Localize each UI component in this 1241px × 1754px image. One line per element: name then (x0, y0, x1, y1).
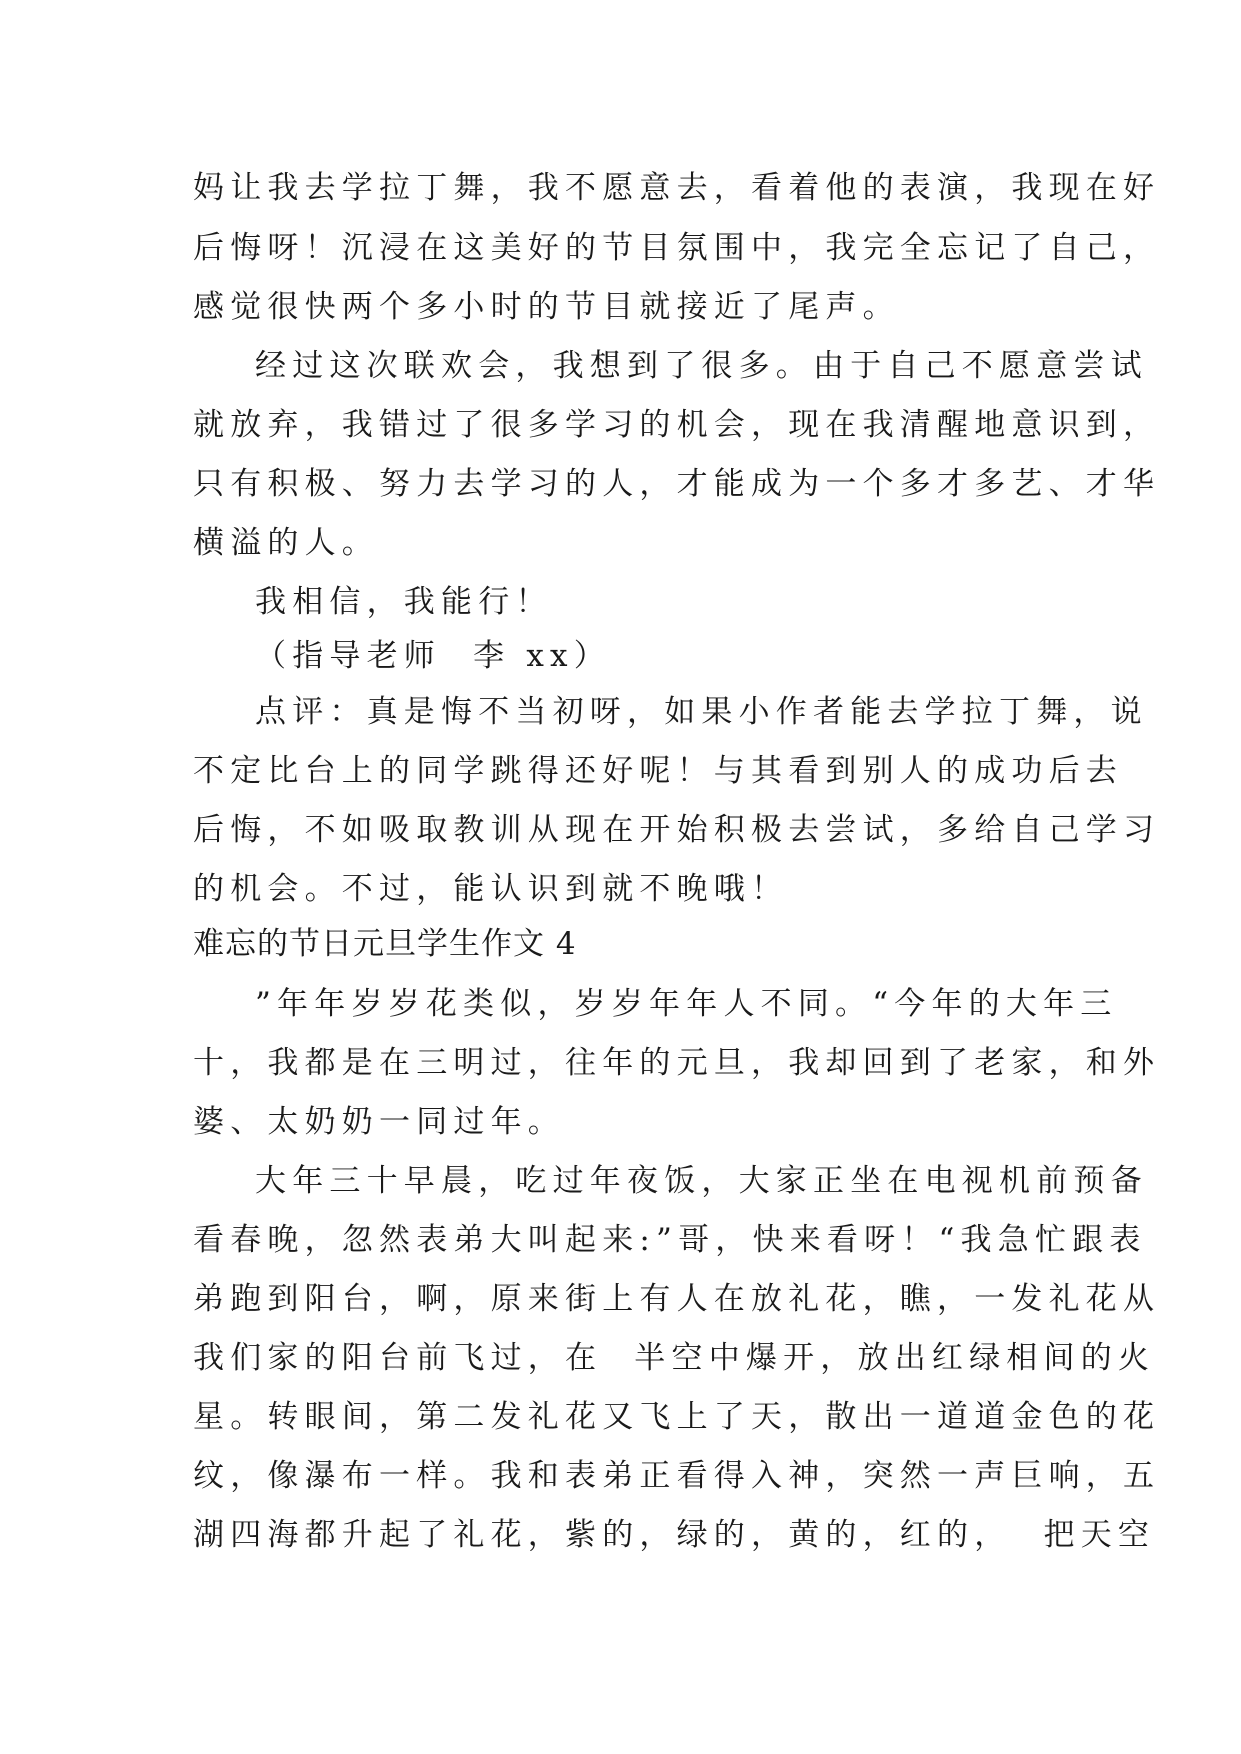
text-line: 后悔，不如吸取教训从现在开始积极去尝试，多给自己学习 (193, 812, 1161, 848)
text-line: 星。转眼间，第二发礼花又飞上了天，散出一道道金色的花 (193, 1399, 1161, 1435)
text-line: 婆、太奶奶一同过年。 (193, 1104, 565, 1140)
text-line: 弟跑到阳台，啊，原来街上有人在放礼花，瞧，一发礼花从 (193, 1281, 1161, 1317)
text-line: 妈让我去学拉丁舞，我不愿意去，看着他的表演，我现在好 (193, 170, 1161, 206)
text-line: 十，我都是在三明过，往年的元旦，我却回到了老家，和外 (193, 1045, 1161, 1081)
text-line: 不定比台上的同学跳得还好呢！与其看到别人的成功后去 (193, 753, 1123, 789)
text-line: 只有积极、努力去学习的人，才能成为一个多才多艺、才华 (193, 466, 1161, 502)
text-line: 感觉很快两个多小时的节目就接近了尾声。 (193, 289, 900, 325)
text-line: 的机会。不过，能认识到就不晚哦！ (193, 871, 789, 907)
text-line: 湖四海都升起了礼花，紫的，绿的，黄的，红的， 把天空 (193, 1517, 1156, 1553)
paragraph-first-line: 经过这次联欢会，我想到了很多。由于自己不愿意尝试 (255, 348, 1148, 384)
text-line: 后悔呀！沉浸在这美好的节目氛围中，我完全忘记了自己， (193, 230, 1161, 266)
paragraph-first-line: 我相信，我能行！ (255, 584, 553, 620)
essay-title: 难忘的节日元旦学生作文 4 (193, 926, 577, 962)
paragraph-first-line: 大年三十早晨，吃过年夜饭，大家正坐在电视机前预备 (255, 1163, 1148, 1199)
paragraph-first-line: ”年年岁岁花类似，岁岁年年人不同。“今年的大年三 (255, 986, 1118, 1022)
teacher-note: （指导老师 李 xx） (255, 638, 611, 674)
text-line: 看春晚，忽然表弟大叫起来:”哥，快来看呀！“我急忙跟表 (193, 1222, 1147, 1258)
paragraph-first-line: 点评：真是悔不当初呀，如果小作者能去学拉丁舞，说 (255, 694, 1148, 730)
text-line: 纹，像瀑布一样。我和表弟正看得入神，突然一声巨响，五 (193, 1458, 1161, 1494)
text-line: 横溢的人。 (193, 525, 379, 561)
text-line: 我们家的阳台前飞过，在 半空中爆开，放出红绿相间的火 (193, 1340, 1156, 1376)
text-line: 就放弃，我错过了很多学习的机会，现在我清醒地意识到， (193, 407, 1161, 443)
